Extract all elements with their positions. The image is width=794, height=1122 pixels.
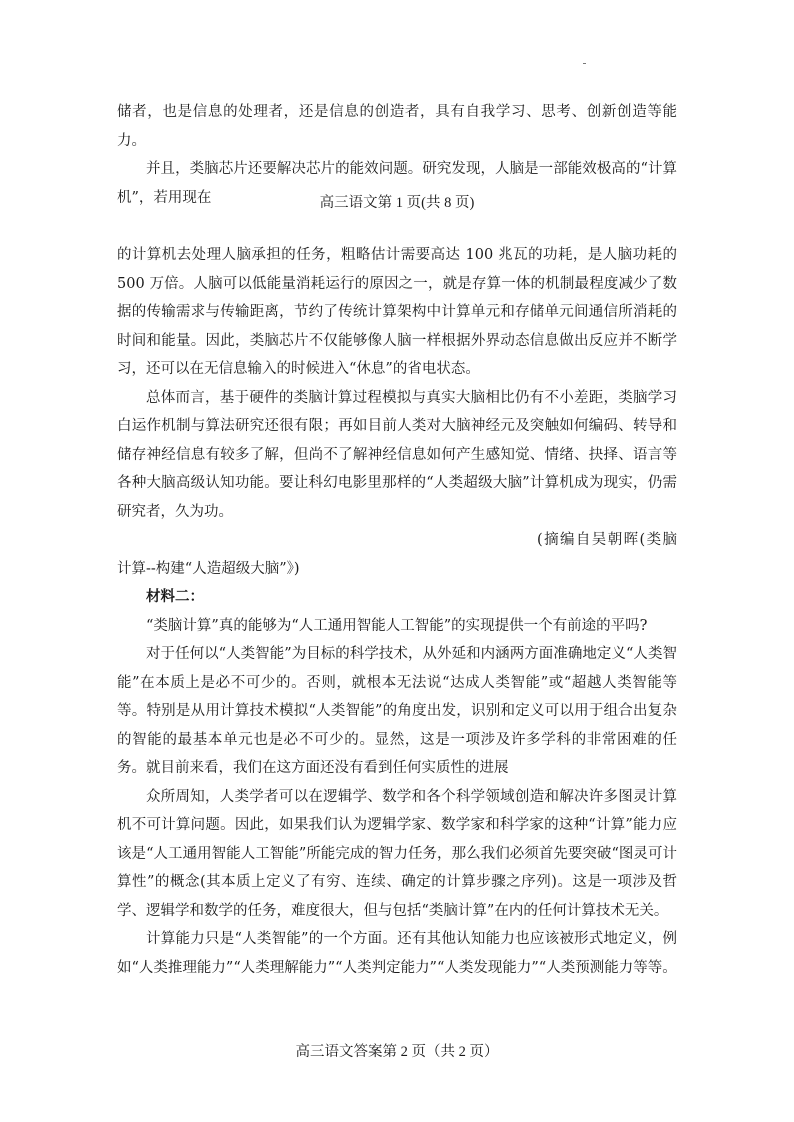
paragraph: 并且，类脑芯片还要解决芯片的能效问题。研究发现，人脑是一部能效极高的“计算机”，若用现在: [117, 161, 677, 206]
scan-dot: [583, 63, 586, 64]
paragraph: 的计算机去处理人脑承担的任务，粗略估计需要高达 100 兆瓦的功耗，是人脑功耗的 500 万倍。人脑可以低能量消耗运行的原因之一，就是存算一体的机制最程度减少了数据的传输需求与传输距离，节约了传统计算架构中计算单元和存储单元间通信所消耗的时间和能量。因此，类脑芯片不仅能够像人脑一样根据外界动态信息做出反应并不断学习，还可以在无信息输入的时候进入“休息”的省电状态。: [117, 247, 677, 377]
page-text-main: [117, 241, 677, 982]
section-heading: 材料二：: [146, 588, 204, 605]
citation: (摘编自吴朝晖(类脑计算--构建“人造超级大脑”》): [117, 532, 677, 577]
paragraph: 储者，也是信息的处理者，还是信息的创造者，具有自我学习、思考、创新创造等能力。: [117, 104, 677, 149]
page-footer-2: 高三语文答案第 2 页（共 2 页）: [295, 1044, 499, 1060]
page-footer-1: 高三语文第 1 页(共 8 页): [319, 195, 475, 211]
paragraph: 对于任何以“人类智能”为目标的科学技术，从外延和内涵两方面准确地定义“人类智能”在本质上是必不可少的。否则，就根本无法说“达成人类智能”或“超越人类智能等等。特别是从用计算技术模拟“人类智能”的角度出发，识别和定义可以用于组合出复杂的智能的最基本单元也是必不可少的。显然，这是一项涉及许多学科的非常困难的任务。就目前来看，我们在这方面还没有看到任何实质性的进展: [117, 646, 677, 776]
paragraph: 众所周知，人类学者可以在逻辑学、数学和各个科学领域创造和解决许多图灵计算机不可计算问题。因此，如果我们认为逻辑学家、数学家和科学家的这种“计算”能力应该是“人工通用智能人工智能”所能完成的智力任务，那么我们必须首先要突破“图灵可计算性”的概念(其本质上定义了有穷、连续、确定的计算步骤之序列)。这是一项涉及哲学、逻辑学和数学的任务，难度很大，但与包括“类脑计算”在内的任何计算技术无关。: [117, 788, 677, 919]
paragraph: “类脑计算”真的能够为“人工通用智能人工智能”的实现提供一个有前途的平吗?: [146, 617, 648, 634]
paragraph: 总体而言，基于硬件的类脑计算过程模拟与真实大脑相比仍有不小差距，类脑学习白运作机制与算法研究还很有限；再如目前人类对大脑神经元及突触如何编码、转导和储存神经信息有较多了解，但尚不了解神经信息如何产生感知觉、情绪、抉择、语言等各种大脑高级认知功能。要让科幻电影里那样的“人类超级大脑”计算机成为现实，仍需研究者，久为功。: [117, 389, 677, 520]
paragraph: 计算能力只是“人类智能”的一个方面。还有其他认知能力也应该被形式地定义，例如“人类推理能力”“人类理解能力”“人类判定能力”“人类发现能力”“人类预测能力等等。: [117, 931, 677, 976]
